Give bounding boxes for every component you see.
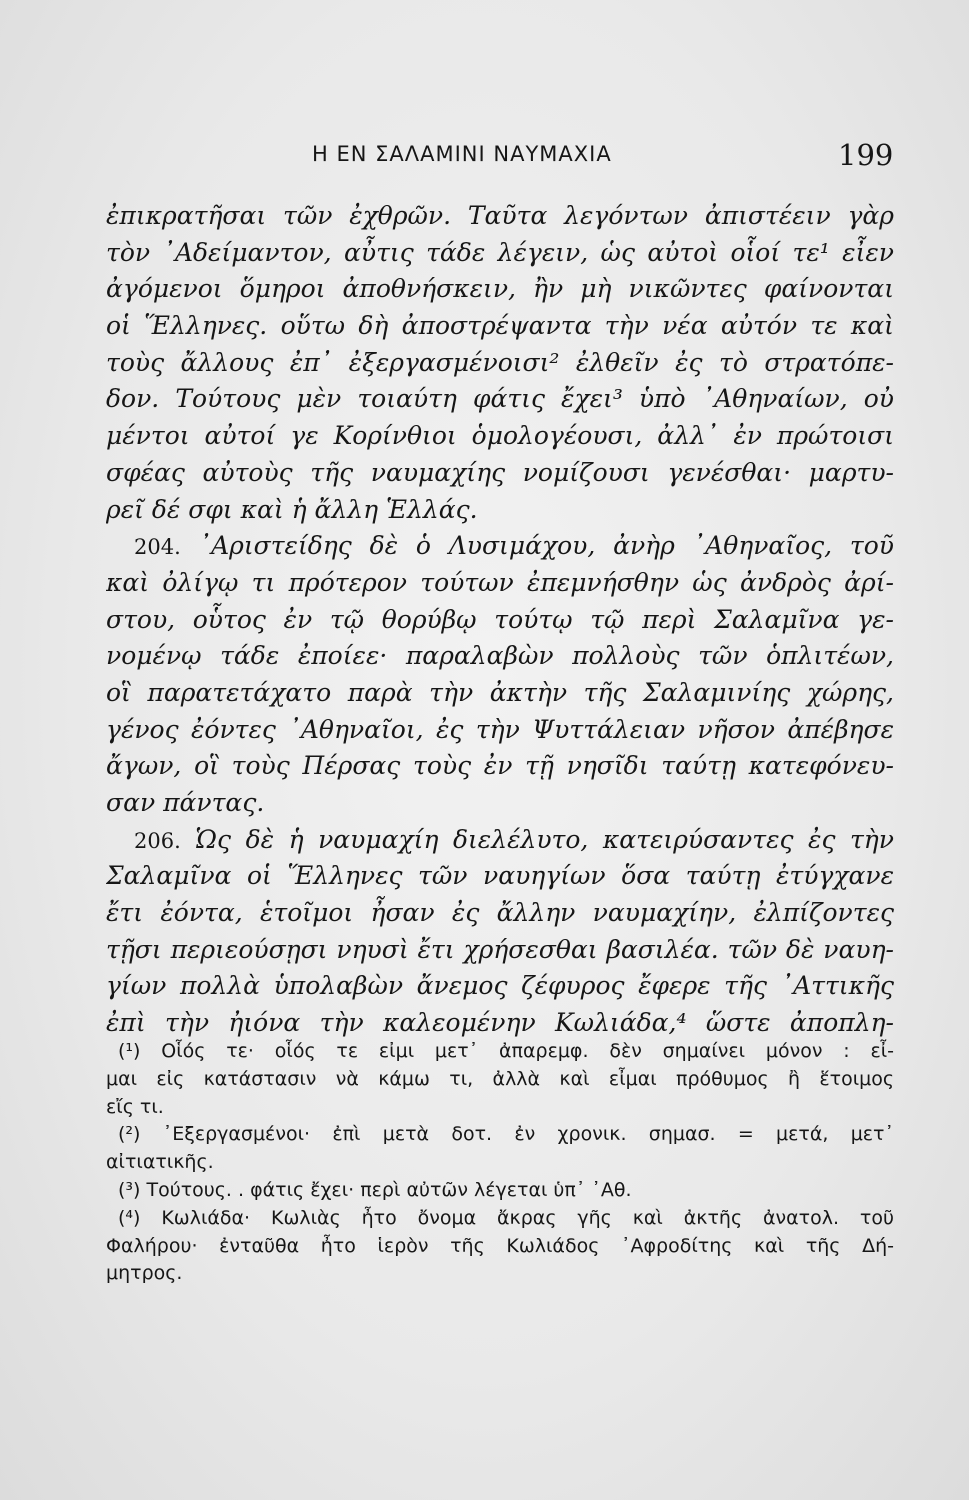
section-206-first-line xyxy=(106,822,894,859)
section-number: 204. xyxy=(134,535,181,560)
text-line: τοὺς ἄλλους ἐπ᾿ ἐξεργασμένοισι² ἐλθεῖν ἐς τὸ στρατόπε- xyxy=(106,347,894,377)
running-title: Η ΕΝ ΣΑΛΑΜΙΝΙ ΝΑΥΜΑΧΙΑ xyxy=(312,142,612,166)
section-text: Ὡς δὲ ἡ ναυμαχίη διελέλυτο, κατειρύσαντες ἐς τὴν xyxy=(195,824,894,854)
footnote-line: (⁴) Κωλιάδα· Κωλιὰς ἦτο ὄνομα ἄκρας γῆς καὶ ἀκτῆς ἀνατολ. τοῦ xyxy=(118,1206,894,1229)
text-line: σαν πάντας. xyxy=(106,788,265,817)
text-line: σφέας αὐτοὺς τῆς ναυμαχίης νομίζουσι γενέσθαι· μαρτυ- xyxy=(106,457,894,487)
page-header xyxy=(0,138,969,178)
section-text: ᾿Αριστείδης δὲ ὁ Λυσιμάχου, ἀνὴρ ᾿Αθηναῖος, τοῦ xyxy=(198,531,894,561)
footnote-2 xyxy=(106,1121,894,1177)
page-number: 199 xyxy=(838,138,894,172)
footnote-line: (²) ᾿Εξεργασμένοι· ἐπὶ μετὰ δοτ. ἐν χρονικ. σημασ. = μετά, μετ᾿ xyxy=(118,1123,894,1146)
text-line: Σαλαμῖνα οἱ Ἕλληνες τῶν ναυηγίων ὅσα ταύτῃ ἐτύγχανε xyxy=(106,861,894,891)
text-line: ρεῖ δέ σφι καὶ ἡ ἄλλη Ἑλλάς. xyxy=(106,494,478,524)
text-line: τὸν ᾿Αδείμαντον, αὖτις τάδε λέγειν, ὡς αὐτοὶ οἷοί τε¹ εἶεν xyxy=(106,237,894,267)
footnote-line: (¹) Οἷός τε· οἷός τε εἰμι μετ᾿ ἀπαρεμφ. δὲν σημαίνει μόνον : εἶ- xyxy=(118,1040,894,1062)
text-line: νομένῳ τάδε ἐποίεε· παραλαβὼν πολλοὺς τῶν ὁπλιτέων, xyxy=(106,641,894,671)
footnote-line: μητρος. xyxy=(106,1262,183,1285)
text-line: ἐπικρατῆσαι τῶν ἐχθρῶν. Ταῦτα λεγόντων ἀπιστέειν γὰρ xyxy=(106,201,894,230)
text-line: στου, οὗτος ἐν τῷ θορύβῳ τούτῳ τῷ περὶ Σαλαμῖνα γε- xyxy=(106,604,894,634)
footnote-line: Φαλήρου· ἐνταῦθα ἦτο ἱερὸν τῆς Κωλιάδος ᾿Αφροδίτης καὶ τῆς Δή- xyxy=(106,1234,894,1257)
footnote-line: αἰτιατικῆς. xyxy=(106,1151,214,1174)
body-text xyxy=(106,198,894,1042)
text-line: ἀγόμενοι ὅμηροι ἀποθνήσκειν, ἢν μὴ νικῶντες φαίνονται xyxy=(106,274,894,304)
text-line: δον. Τούτους μὲν τοιαύτη φάτις ἔχει³ ὑπὸ ᾿Αθηναίων, οὐ xyxy=(106,384,894,414)
footnote-line: μαι εἰς κατάστασιν νὰ κάμω τι, ἀλλὰ καὶ εἶμαι πρόθυμος ἢ ἕτοιμος xyxy=(106,1067,894,1090)
text-line: ἄγων, οἳ τοὺς Πέρσας τοὺς ἐν τῇ νησῖδι ταύτῃ κατεφόνευ- xyxy=(106,751,894,781)
text-line: ἔτι ἐόντα, ἑτοῖμοι ἦσαν ἐς ἄλλην ναυμαχίην, ἐλπίζοντες xyxy=(106,898,894,928)
footnotes xyxy=(106,1038,894,1288)
footnote-line: εἴς τι. xyxy=(106,1095,164,1118)
text-line: μέντοι αὐτοί γε Κορίνθιοι ὁμολογέουσι, ἀλλ᾿ ἐν πρώτοισι xyxy=(106,421,894,451)
text-line: ἐπὶ τὴν ἠιόνα τὴν καλεομένην Κωλιάδα,⁴ ὥστε ἀποπλη- xyxy=(106,1008,894,1038)
text-line: τῇσι περιεούσῃσι νηυσὶ ἔτι χρήσεσθαι βασιλέα. τῶν δὲ ναυη- xyxy=(106,934,894,964)
text-line: καὶ ὀλίγῳ τι πρότερον τούτων ἐπεμνήσθην ὡς ἀνδρὸς ἀρί- xyxy=(106,567,894,597)
text-line: οἳ παρατετάχατο παρὰ τὴν ἀκτὴν τῆς Σαλαμινίης χώρης, xyxy=(106,677,894,707)
section-number: 206. xyxy=(134,828,181,853)
footnote-1 xyxy=(106,1038,894,1121)
footnote-4 xyxy=(106,1205,894,1288)
text-line: οἱ Ἕλληνες. οὕτω δὴ ἀποστρέψαντα τὴν νέα αὐτόν τε καὶ xyxy=(106,311,894,341)
section-204-first-line xyxy=(106,528,894,565)
text-line: γίων πολλὰ ὑπολαβὼν ἄνεμος ζέφυρος ἔφερε τῆς ᾿Αττικῆς xyxy=(106,971,894,1001)
footnote-line: (³) Τούτους. . φάτις ἔχει· περὶ αὐτῶν λέγεται ὑπ᾿ ᾿Αθ. xyxy=(118,1178,632,1201)
text-line: γένος ἐόντες ᾿Αθηναῖοι, ἐς τὴν Ψυττάλειαν νῆσον ἀπέβησε xyxy=(106,714,894,744)
footnote-3 xyxy=(106,1177,894,1205)
